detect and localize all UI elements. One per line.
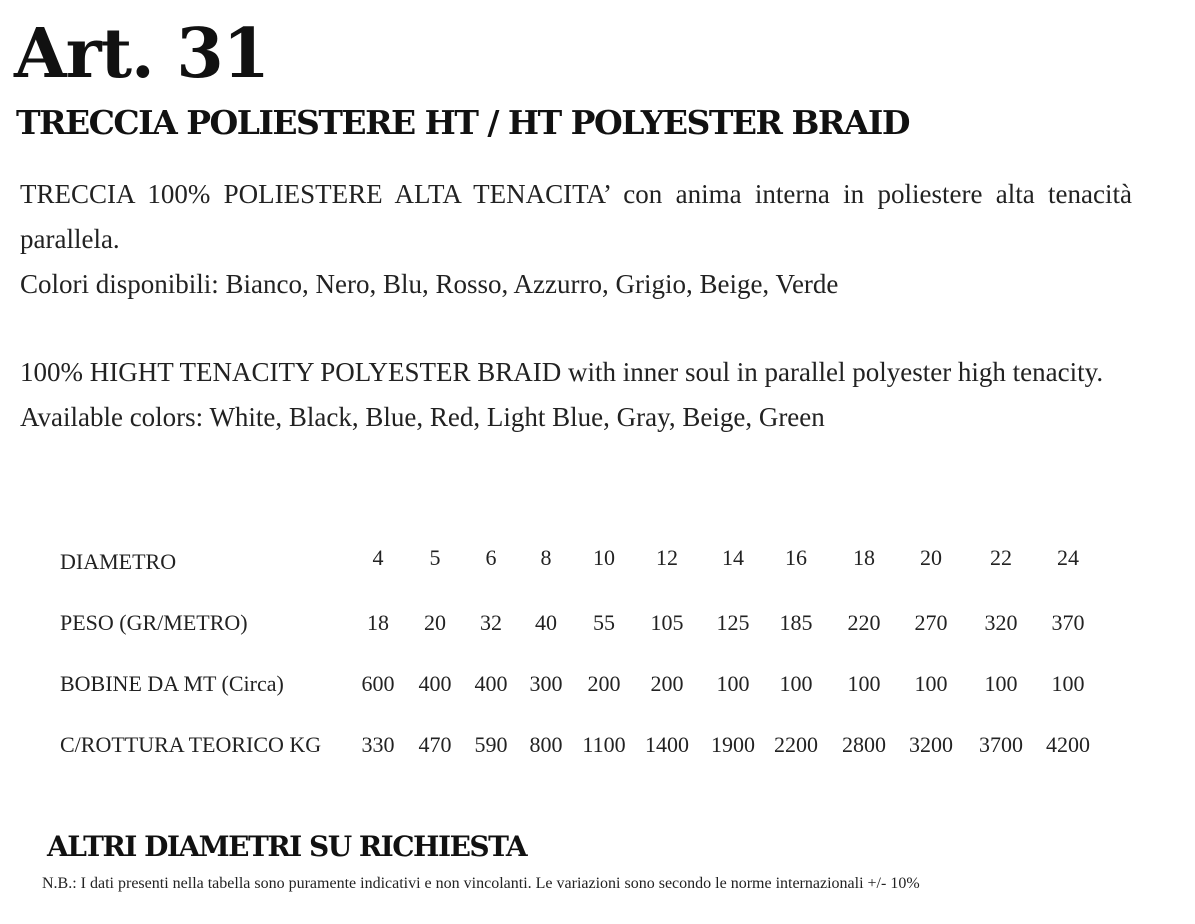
table-cell: 32 (480, 609, 502, 635)
row-label: C/ROTTURA TEORICO KG (60, 731, 322, 757)
table-cell: 100 (984, 670, 1018, 696)
table-cell: 24 (1057, 544, 1079, 570)
description-italian (20, 172, 1132, 307)
table-cell: 4 (372, 544, 384, 570)
available-colors-italian: Colori disponibili: Bianco, Nero, Blu, Rosso, Azzurro, Grigio, Beige, Verde (20, 269, 839, 299)
table-cell: 16 (785, 544, 807, 570)
table-row-diametro (60, 531, 1094, 592)
table-cell: 12 (656, 544, 678, 570)
product-subtitle: TRECCIA POLIESTERE HT / HT POLYESTER BRAID (16, 103, 909, 142)
table-cell: 3200 (909, 731, 953, 757)
table-cell: 590 (474, 731, 508, 757)
table-cell: 400 (418, 670, 452, 696)
table-cell: 5 (429, 544, 441, 570)
row-label: BOBINE DA MT (Circa) (60, 670, 284, 696)
table-cell: 55 (593, 609, 615, 635)
available-colors-english: Available colors: White, Black, Blue, Red, Light Blue, Gray, Beige, Green (20, 402, 825, 432)
table-cell: 40 (535, 609, 557, 635)
table-cell: 8 (540, 544, 552, 570)
table-cell: 4200 (1046, 731, 1090, 757)
table-cell: 1400 (645, 731, 689, 757)
table-cell: 125 (716, 609, 750, 635)
other-diameters-heading: ALTRI DIAMETRI SU RICHIESTA (47, 830, 527, 863)
table-cell: 20 (920, 544, 942, 570)
table-cell: 22 (990, 544, 1012, 570)
row-label: DIAMETRO (60, 548, 177, 574)
table-cell: 105 (650, 609, 684, 635)
table-cell: 2800 (842, 731, 886, 757)
table-cell: 100 (847, 670, 881, 696)
table-cell: 14 (722, 544, 744, 570)
table-cell: 18 (367, 609, 389, 635)
table-cell: 800 (529, 731, 563, 757)
table-row-peso (60, 592, 1094, 653)
table-row-carico-rottura (60, 714, 1094, 775)
table-cell: 270 (914, 609, 948, 635)
specification-table (60, 531, 1094, 775)
table-cell: 100 (779, 670, 813, 696)
table-cell: 320 (984, 609, 1018, 635)
table-cell: 3700 (979, 731, 1023, 757)
description-english (20, 350, 1132, 440)
description-english-body: 100% HIGHT TENACITY POLYESTER BRAID with inner soul in parallel polyester high tenacity. (20, 357, 1104, 387)
table-cell: 330 (361, 731, 395, 757)
table-cell: 20 (424, 609, 446, 635)
table-cell: 2200 (774, 731, 818, 757)
table-cell: 100 (716, 670, 750, 696)
row-label: PESO (GR/METRO) (60, 609, 248, 635)
table-cell: 470 (418, 731, 452, 757)
table-cell: 10 (593, 544, 615, 570)
table-cell: 100 (914, 670, 948, 696)
table-cell: 100 (1051, 670, 1085, 696)
table-cell: 6 (485, 544, 497, 570)
table-cell: 220 (847, 609, 881, 635)
table-cell: 1100 (582, 731, 626, 757)
article-title: Art. 31 (14, 14, 269, 94)
table-cell: 185 (779, 609, 813, 635)
footnote: N.B.: I dati presenti nella tabella sono puramente indicativi e non vincolanti. Le variazioni sono secondo le norme internazionali +/- 10% (42, 875, 920, 892)
table-cell: 200 (587, 670, 621, 696)
table-row-bobine (60, 653, 1094, 714)
table-cell: 200 (650, 670, 684, 696)
table-cell: 370 (1051, 609, 1085, 635)
table-cell: 400 (474, 670, 508, 696)
table-cell: 1900 (711, 731, 755, 757)
table-cell: 300 (529, 670, 563, 696)
table-cell: 600 (361, 670, 395, 696)
description-italian-body: TRECCIA 100% POLIESTERE ALTA TENACITA’ con anima interna in poliestere alta tenacità parallela. (20, 179, 1132, 254)
table-cell: 18 (853, 544, 875, 570)
